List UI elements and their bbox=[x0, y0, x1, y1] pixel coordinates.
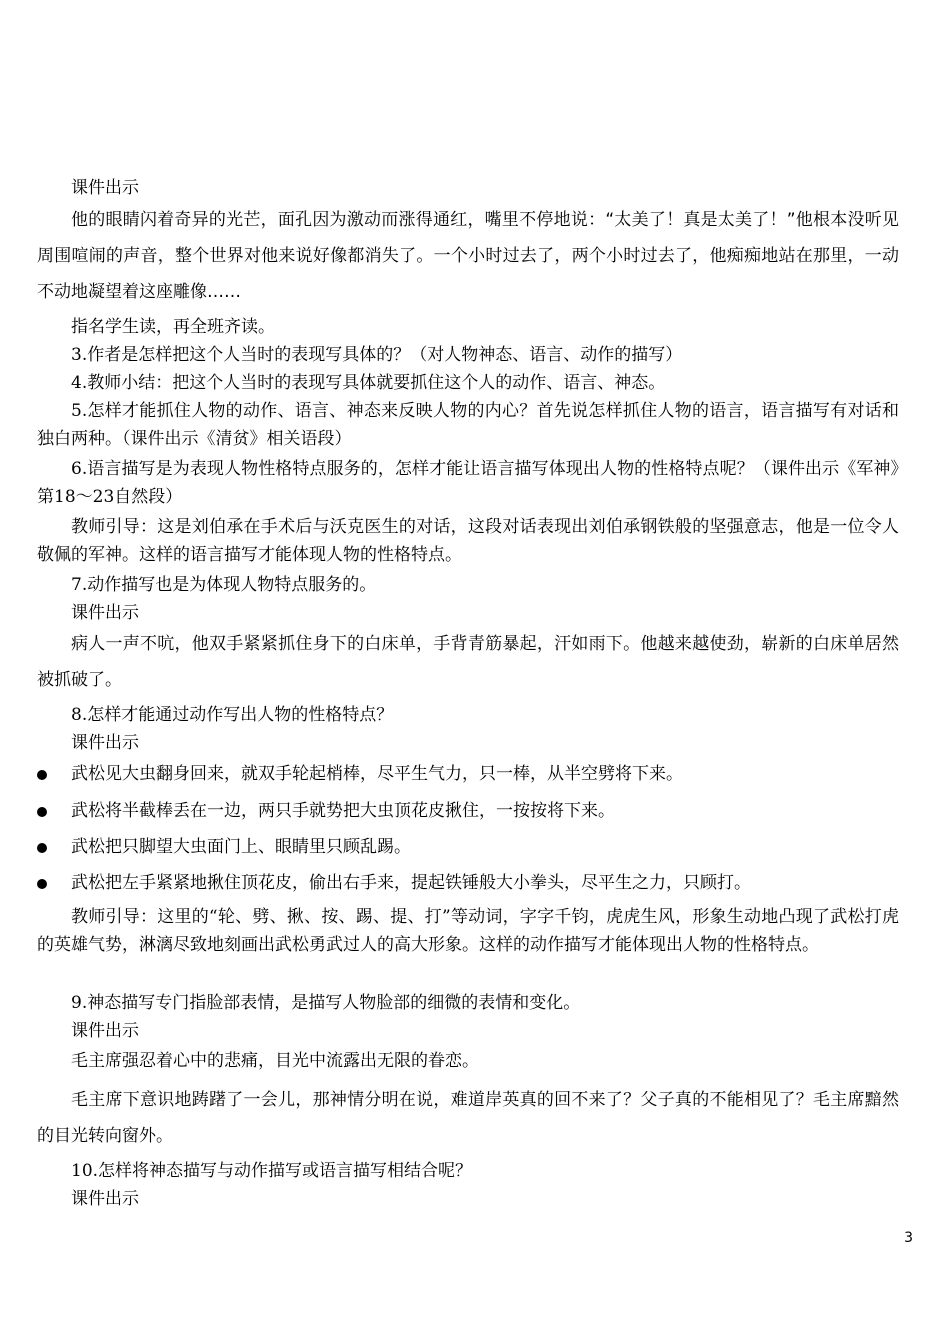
bullet-dot-icon bbox=[37, 843, 47, 853]
bullet-dot-icon bbox=[37, 807, 47, 817]
paragraph: 5.怎样才能抓住人物的动作、语言、神态来反映人物的内心？首先说怎样抓住人物的语言，语言描写有对话和独白两种。（课件出示《清贫》相关语段） bbox=[37, 401, 899, 449]
paragraph: 毛主席强忍着心中的悲痛，目光中流露出无限的眷恋。 bbox=[71, 1051, 479, 1071]
bullet-text: 武松见大虫翻身回来，就双手轮起梢棒，尽平生气力，只一棒，从半空劈将下来。 bbox=[71, 764, 683, 784]
paragraph: 课件出示 bbox=[71, 603, 139, 623]
paragraph: 7.动作描写也是为体现人物特点服务的。 bbox=[71, 575, 377, 595]
bullet-dot-icon bbox=[37, 879, 47, 889]
paragraph: 教师引导：这里的“轮、劈、揪、按、踢、提、打”等动词，字字千钧，虎虎生风，形象生动地凸现了武松打虎的英雄气势，淋漓尽致地刻画出武松勇武过人的高大形象。这样的动作描写才能体现出人物的性格特点。 bbox=[37, 907, 899, 955]
paragraph: 3.作者是怎样把这个人当时的表现写具体的？（对人物神态、语言、动作的描写） bbox=[71, 345, 683, 365]
paragraph: 教师引导：这是刘伯承在手术后与沃克医生的对话，这段对话表现出刘伯承钢铁般的坚强意志，他是一位令人敬佩的军神。这样的语言描写才能体现人物的性格特点。 bbox=[37, 517, 899, 565]
paragraph: 课件出示 bbox=[71, 1189, 139, 1209]
bullet-text: 武松把只脚望大虫面门上、眼睛里只顾乱踢。 bbox=[71, 837, 411, 857]
paragraph: 课件出示 bbox=[71, 733, 139, 753]
paragraph: 病人一声不吭，他双手紧紧抓住身下的白床单，手背青筋暴起，汗如雨下。他越来越使劲，崭新的白床单居然被抓破了。 bbox=[37, 634, 899, 690]
paragraph: 9.神态描写专门指脸部表情，是描写人物脸部的细微的表情和变化。 bbox=[71, 993, 581, 1013]
paragraph: 10.怎样将神态描写与动作描写或语言描写相结合呢？ bbox=[71, 1161, 473, 1181]
bullet-text: 武松将半截棒丢在一边，两只手就势把大虫顶花皮揪住，一按按将下来。 bbox=[71, 801, 615, 821]
bullet-text: 武松把左手紧紧地揪住顶花皮，偷出右手来，提起铁锤般大小拳头，尽平生之力，只顾打。 bbox=[71, 873, 751, 893]
paragraph: 课件出示 bbox=[71, 1021, 139, 1041]
paragraph: 课件出示 bbox=[71, 178, 139, 198]
paragraph: 4.教师小结：把这个人当时的表现写具体就要抓住这个人的动作、语言、神态。 bbox=[71, 373, 666, 393]
bullet-dot-icon bbox=[37, 770, 47, 780]
paragraph: 毛主席下意识地踌躇了一会儿，那神情分明在说，难道岸英真的回不来了？父子真的不能相见了？毛主席黯然的目光转向窗外。 bbox=[37, 1090, 899, 1146]
paragraph: 他的眼睛闪着奇异的光芒，面孔因为激动而涨得通红，嘴里不停地说：“太美了！真是太美了！”他根本没听见周围喧闹的声音，整个世界对他来说好像都消失了。一个小时过去了，两个小时过去了，他痴痴地站在那里，一动不动地凝望着这座雕像…… bbox=[37, 210, 899, 302]
paragraph: 8.怎样才能通过动作写出人物的性格特点？ bbox=[71, 705, 394, 725]
paragraph: 6.语言描写是为表现人物性格特点服务的，怎样才能让语言描写体现出人物的性格特点呢？（课件出示《军神》第18～23自然段） bbox=[37, 459, 899, 507]
page-number: 3 bbox=[904, 1230, 913, 1246]
paragraph: 指名学生读，再全班齐读。 bbox=[71, 317, 275, 337]
